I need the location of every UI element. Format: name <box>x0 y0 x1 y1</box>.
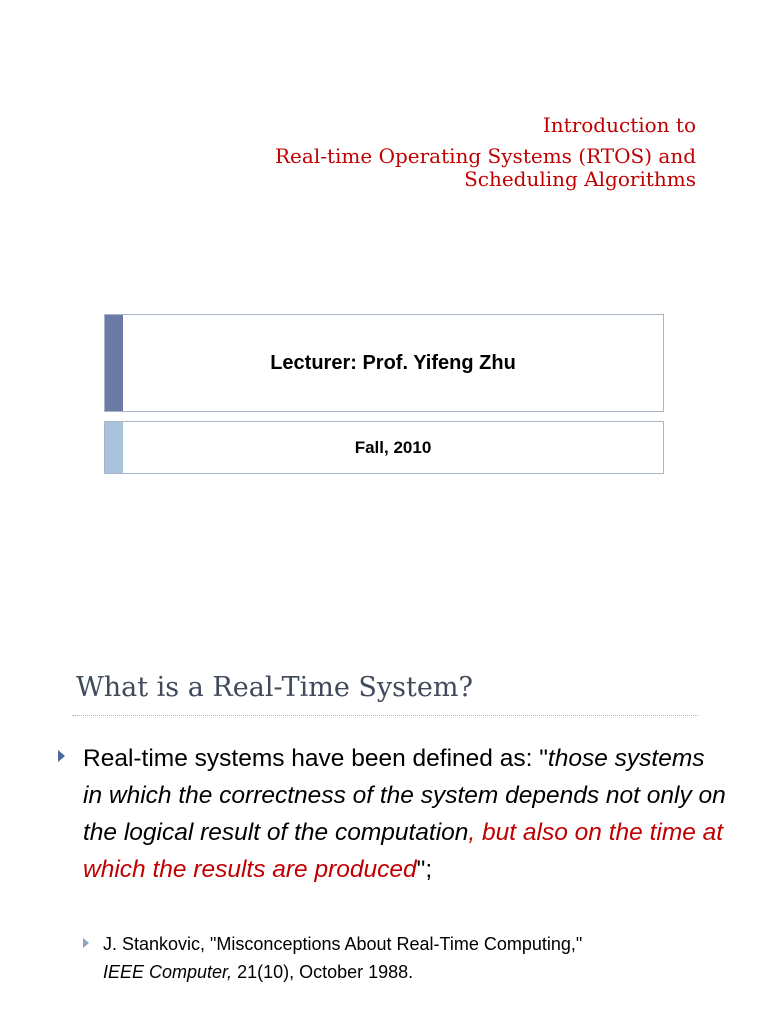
citation-text <box>103 930 703 986</box>
citation-journal: IEEE Computer, <box>103 962 233 982</box>
slide-title-line1: Introduction to <box>542 113 696 137</box>
definition-italic: those systems in which the correctness of the system depends not only on the logical result of the computation <box>83 745 726 846</box>
definition-text <box>83 740 730 888</box>
citation-plain-end: 21(10), October 1988. <box>232 962 414 982</box>
heading-divider <box>72 715 698 716</box>
citation-bullet <box>83 930 703 986</box>
slide-title-line3: Scheduling Algorithms <box>464 167 696 191</box>
definition-plain-end: "; <box>416 856 433 883</box>
definition-plain-start: Real-time systems have been defined as: " <box>83 745 548 772</box>
term-label: Fall, 2010 <box>354 437 432 457</box>
lecturer-box <box>104 314 664 412</box>
lecturer-box-accent-bar <box>105 315 123 411</box>
citation-plain-start: J. Stankovic, "Misconceptions About Real-Time Computing," <box>103 934 583 954</box>
definition-emphasis-red: , but also on the time at which the results are produced <box>83 819 724 883</box>
term-box-accent-bar <box>105 422 123 473</box>
sub-bullet-arrow-icon <box>83 938 89 948</box>
section-heading: What is a Real-Time System? <box>76 672 473 703</box>
bullet-arrow-icon <box>58 750 65 762</box>
definition-bullet <box>60 740 730 888</box>
lecturer-label: Lecturer: Prof. Yifeng Zhu <box>270 351 516 374</box>
slide-title-line2: Real-time Operating Systems (RTOS) and <box>275 144 696 168</box>
term-box <box>104 421 664 474</box>
